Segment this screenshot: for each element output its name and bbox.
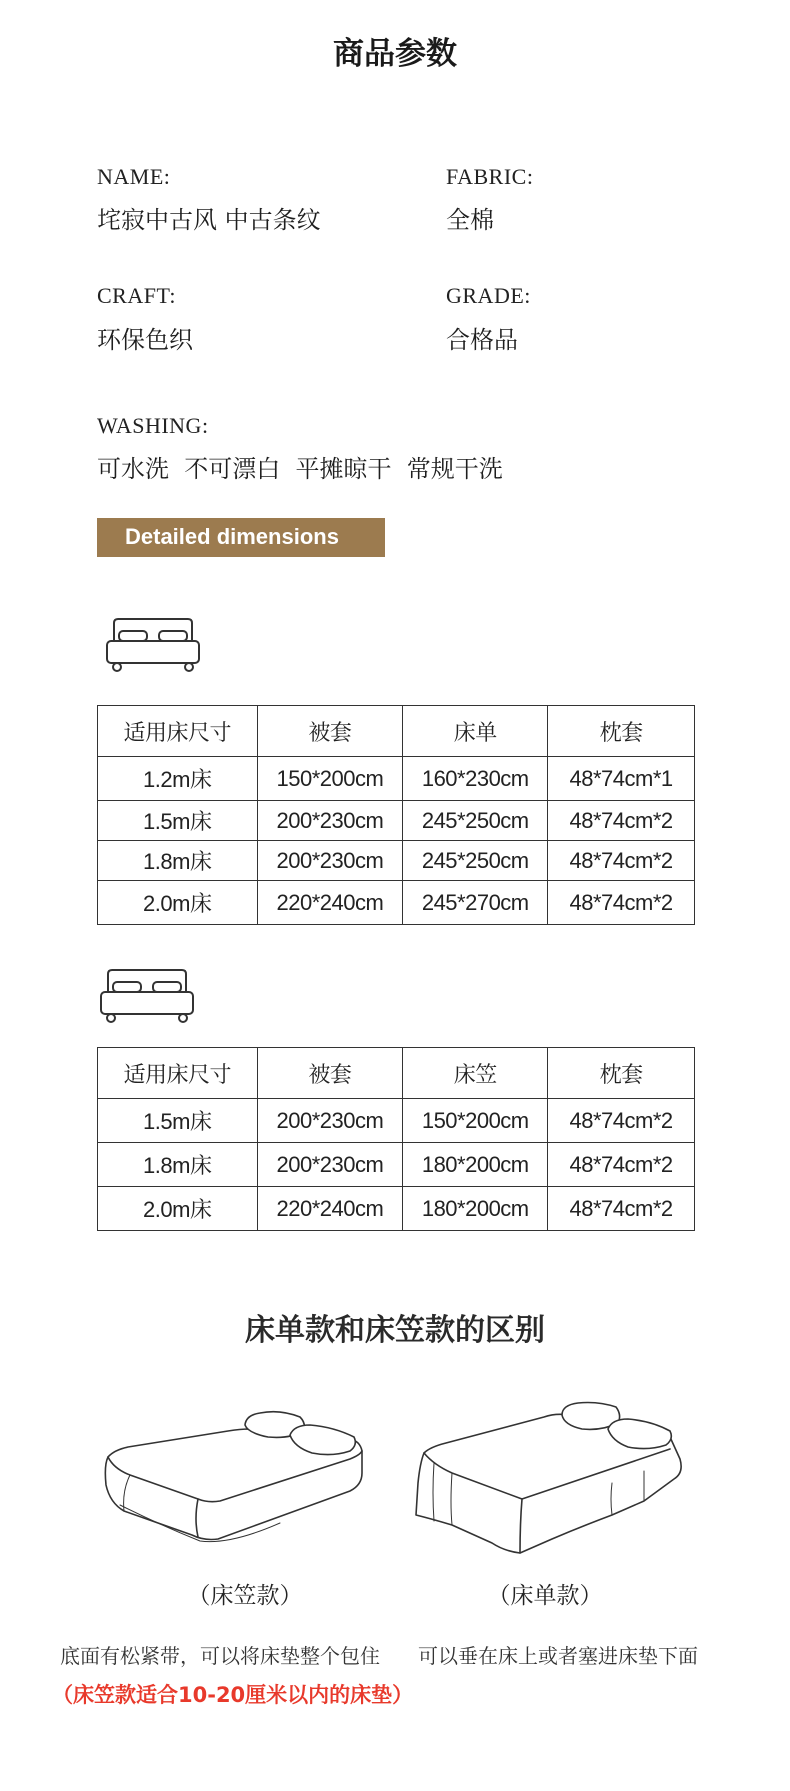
fabric-label: FABRIC: [446,164,534,189]
page-title: 商品参数 [333,36,457,72]
table-cell: 245*270cm [403,881,548,925]
craft-label: CRAFT: [97,283,176,308]
dimensions-badge [97,518,385,557]
table-cell: 220*240cm [257,1187,403,1231]
dimensions-table-fitted [97,1047,695,1231]
table-cell: 150*200cm [257,757,403,801]
grade-label: GRADE: [446,283,531,308]
grade-value: 合格品 [446,326,518,354]
table-header: 适用床尺寸 [98,706,258,757]
table-cell: 150*200cm [403,1099,548,1143]
dimensions-table-flat [97,705,695,925]
flat-sheet-illustration [412,1393,692,1558]
name-label: NAME: [97,164,171,189]
difference-title: 床单款和床笠款的区别 [245,1313,545,1348]
table-cell: 1.2m床 [98,757,258,801]
fabric-value: 全棉 [446,206,494,234]
washing-label: WASHING: [97,413,209,438]
table-cell: 48*74cm*1 [548,757,695,801]
bed-icon [105,617,201,673]
table-cell: 48*74cm*2 [548,801,695,841]
table-cell: 200*230cm [257,1143,403,1187]
table-cell: 2.0m床 [98,881,258,925]
table-header: 床单 [403,706,548,757]
table-cell: 1.5m床 [98,801,258,841]
table-cell: 160*230cm [403,757,548,801]
table-cell: 1.8m床 [98,1143,258,1187]
table-cell: 1.8m床 [98,841,258,881]
table-header: 枕套 [548,706,695,757]
table-cell: 245*250cm [403,801,548,841]
table-cell: 180*200cm [403,1187,548,1231]
table-cell: 200*230cm [257,801,403,841]
flat-caption: （床单款） [487,1583,603,1609]
fitted-caption: （床笠款） [187,1583,303,1609]
table-cell: 48*74cm*2 [548,881,695,925]
craft-value: 环保色织 [97,326,193,354]
table-cell: 48*74cm*2 [548,1187,695,1231]
bed-icon [99,968,195,1024]
table-cell: 1.5m床 [98,1099,258,1143]
table-header: 被套 [257,1048,403,1099]
washing-value: 可水洗 不可漂白 平摊晾干 常规干洗 [97,455,503,483]
table-header: 枕套 [548,1048,695,1099]
table-cell: 2.0m床 [98,1187,258,1231]
name-value: 垞寂中古风 中古条纹 [97,206,321,234]
table-cell: 200*230cm [257,841,403,881]
fitted-sheet-illustration [100,1395,370,1550]
table-cell: 48*74cm*2 [548,1143,695,1187]
table-cell: 180*200cm [403,1143,548,1187]
table-cell: 200*230cm [257,1099,403,1143]
dimensions-badge-label: Detailed dimensions [125,524,339,549]
table-cell: 220*240cm [257,881,403,925]
flat-description: 可以垂在床上或者塞进床垫下面 [418,1644,698,1668]
table-cell: 48*74cm*2 [548,841,695,881]
table-header: 床笠 [403,1048,548,1099]
fitted-description: 底面有松紧带，可以将床垫整个包住 [60,1644,380,1668]
table-header: 适用床尺寸 [98,1048,258,1099]
table-header: 被套 [257,706,403,757]
table-cell: 245*250cm [403,841,548,881]
table-cell: 48*74cm*2 [548,1099,695,1143]
fitted-note: （床笠款适合10-20厘米以内的床垫） [52,1683,414,1707]
